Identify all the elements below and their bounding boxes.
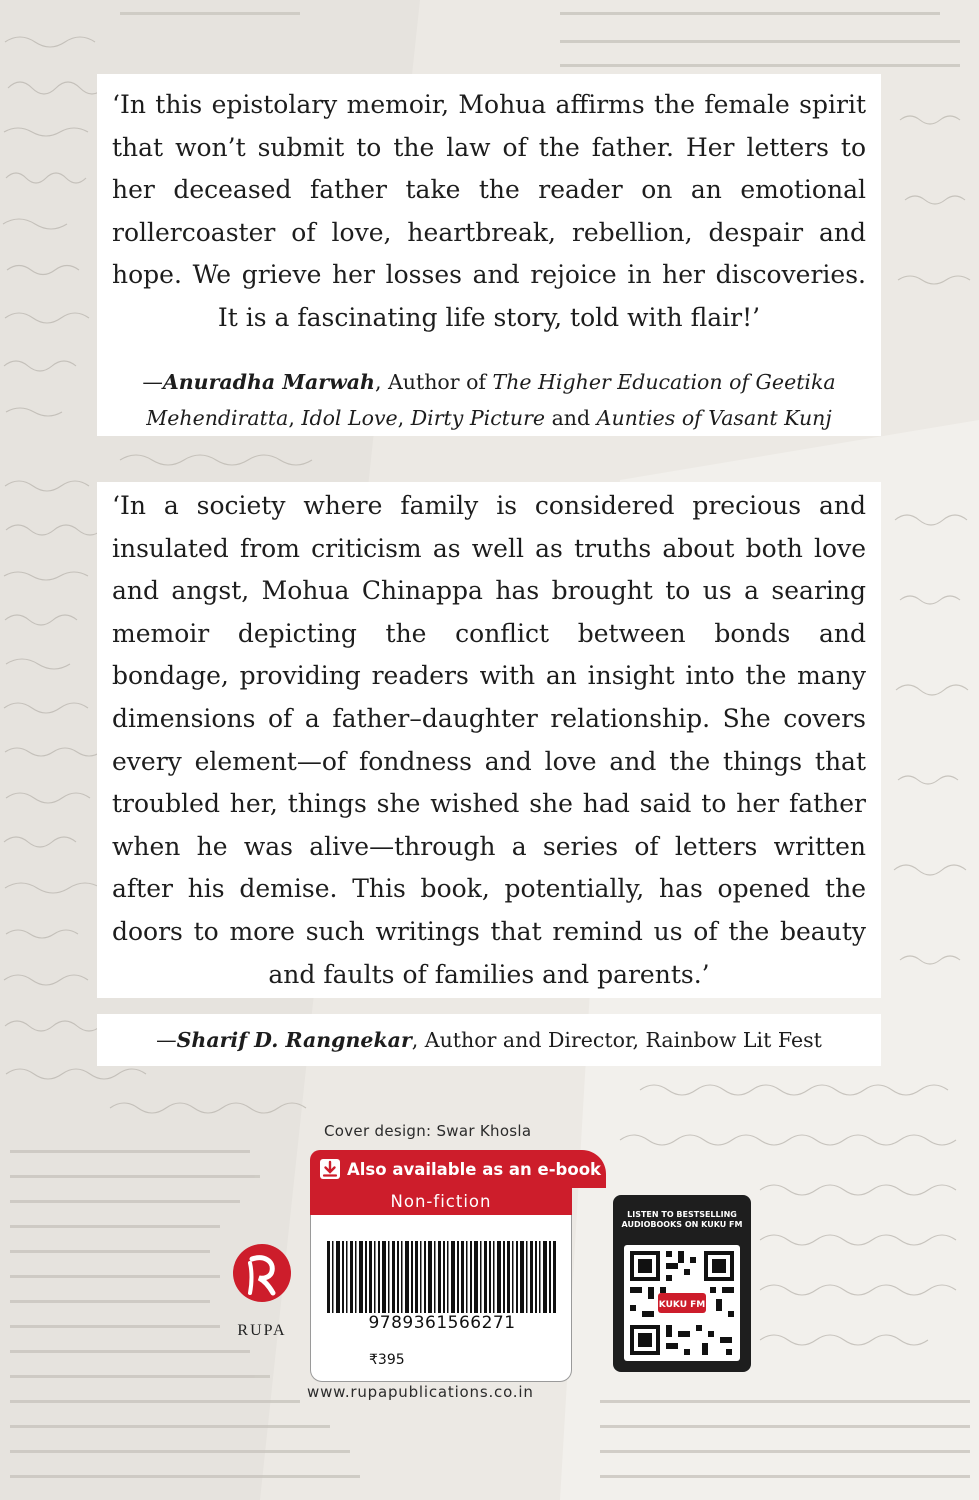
attribution-dash: —: [156, 1028, 177, 1052]
attribution-author-name: Anuradha Marwah: [162, 370, 375, 394]
attribution-dash: —: [142, 370, 163, 394]
barcode-box: [310, 1215, 572, 1382]
isbn-barcode: [327, 1241, 557, 1313]
attribution-author-name: Sharif D. Rangnekar: [176, 1028, 412, 1052]
isbn-number: 9789361566271: [368, 1313, 516, 1333]
ebook-label: Also available as an e-book: [347, 1159, 602, 1179]
separator: ,: [288, 406, 302, 430]
quote-2-text: ‘In a society where family is considered precious and insulated from criticism as well as truths about both love and angst, Mohua Chinappa has brought to us a searing memoir depicting the conflict between bonds and bondage, providing readers with an insight into the many dimensions of a father–daughter relationship. She covers every element—of fondness and love and the things that troubled her, things she wished she had said to her father when he was alive—through a series of letters written after his demise. This book, potentially, has opened the doors to more such writings that remind us of the beauty and faults of families and parents.’: [112, 491, 866, 989]
quote-1-attribution: [112, 364, 866, 436]
ebook-banner: [310, 1150, 606, 1188]
publisher-name: RUPA: [237, 1322, 287, 1339]
book-title-1: The Higher Education of Geetika Mehendiratta: [146, 370, 836, 430]
qr-code-icon: [624, 1245, 740, 1361]
attribution-role: , Author of: [374, 370, 493, 394]
price: ₹395: [369, 1352, 405, 1368]
book-title-2: Idol Love: [301, 406, 398, 430]
book-title-4: Aunties of Vasant Kunj: [596, 406, 832, 430]
qr-caption: LISTEN TO BESTSELLING AUDIOBOOKS ON KUKU FM: [621, 1210, 743, 1229]
book-title-3: Dirty Picture: [410, 406, 546, 430]
publisher-website: www.rupapublications.co.in: [307, 1383, 534, 1401]
kuku-fm-qr-card[interactable]: [613, 1195, 751, 1372]
rupa-logo-icon: [232, 1243, 292, 1303]
cover-design-credit: Cover design: Swar Khosla: [324, 1122, 532, 1140]
attribution-role: , Author and Director, Rainbow Lit Fest: [411, 1028, 822, 1052]
separator: ,: [397, 406, 411, 430]
qr-brand-label: KUKU FM: [658, 1300, 706, 1310]
separator: and: [545, 406, 597, 430]
quote-2-attribution: [112, 1022, 866, 1058]
quote-1-text: ‘In this epistolary memoir, Mohua affirms the female spirit that won’t submit to the law of the father. Her letters to her deceased father take the reader on an emotional rollercoaster of love, heartbreak, rebellion, despair and hope. We grieve her losses and rejoice in her discoveries. It is a fascinating life story, told with flair!’: [112, 90, 866, 332]
genre-label: Non-fiction: [310, 1188, 572, 1215]
download-icon: [319, 1158, 341, 1180]
